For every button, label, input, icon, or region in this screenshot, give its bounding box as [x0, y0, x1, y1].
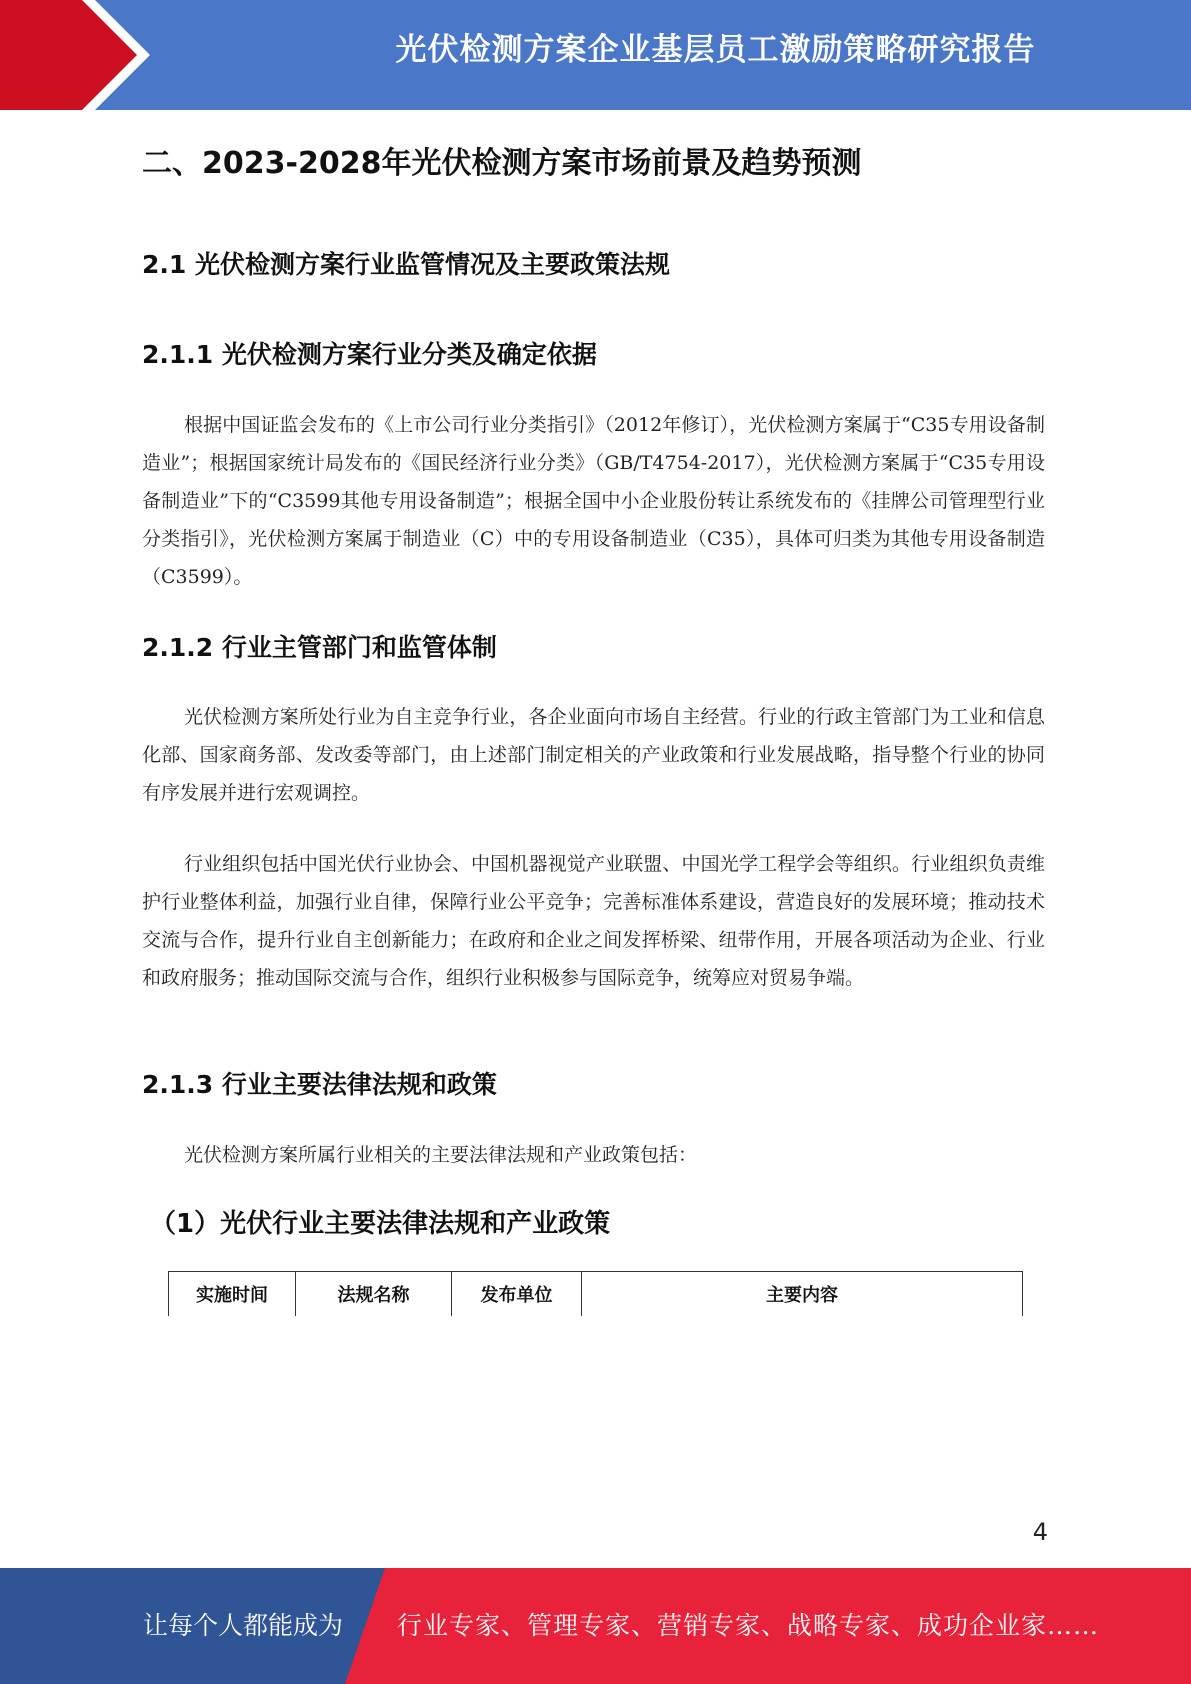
paragraph-classification: 根据中国证监会发布的《上市公司行业分类指引》（2012年修订），光伏检测方案属于“C35专用设备制造业”；根据国家统计局发布的《国民经济行业分类》（GB/T4754-2017），光伏检测方案属于“C35专用设备制造业”下的“C3599其他专用设备制造”；根据全国中小企业股份转让系统发布的《挂牌公司管理型行业分类指引》，光伏检测方案属于制造业（C）中的专用设备制造业（C35），具体可归类为其他专用设备制造（C3599）。 — [142, 414, 1045, 588]
paragraph-regulator: 光伏检测方案所处行业为自主竞争行业，各企业面向市场自主经营。行业的行政主管部门为工业和信息化部、国家商务部、发改委等部门，由上述部门制定相关的产业政策和行业发展战略，指导整个行业的协同有序发展并进行宏观调控。 — [142, 706, 1045, 804]
subsection-2-1-3-title: 2.1.3 行业主要法律法规和政策 — [142, 1070, 497, 1099]
page-number: 4 — [1032, 1518, 1048, 1546]
header-banner — [0, 0, 1191, 110]
footer-slogan-right: 行业专家、管理专家、营销专家、战略专家、成功企业家…… — [397, 1611, 1100, 1640]
paragraph-laws-intro: 光伏检测方案所属行业相关的主要法律法规和产业政策包括： — [184, 1144, 698, 1166]
column-header-regulation-name: 法规名称 — [296, 1272, 452, 1317]
paragraph-industry-organizations: 行业组织包括中国光伏行业协会、中国机器视觉产业联盟、中国光学工程学会等组织。行业组织负责维护行业整体利益，加强行业自律，保障行业公平竞争；完善标准体系建设，营造良好的发展环境；推动技术交流与合作，提升行业自主创新能力；在政府和企业之间发挥桥梁、纽带作用，开展各项活动为企业、行业和政府服务；推动国际交流与合作，组织行业积极参与国际竞争，统筹应对贸易争端。 — [142, 853, 1045, 989]
column-header-issuer: 发布单位 — [452, 1272, 582, 1317]
footer-banner — [0, 1568, 1191, 1684]
table-header-row — [169, 1272, 1023, 1317]
column-header-date: 实施时间 — [169, 1272, 296, 1317]
report-title: 光伏检测方案企业基层员工激励策略研究报告 — [395, 32, 1036, 68]
subsection-2-1-2-title: 2.1.2 行业主管部门和监管体制 — [142, 633, 497, 662]
list-item-heading-1: （1）光伏行业主要法律法规和产业政策 — [150, 1209, 611, 1239]
section-title: 二、2023-2028年光伏检测方案市场前景及趋势预测 — [142, 146, 862, 181]
column-header-main-content: 主要内容 — [582, 1272, 1023, 1317]
policy-table — [168, 1271, 1023, 1316]
footer-slogan-left: 让每个人都能成为 — [143, 1611, 344, 1640]
subsection-2-1-title: 2.1 光伏检测方案行业监管情况及主要政策法规 — [142, 250, 670, 279]
subsection-2-1-1-title: 2.1.1 光伏检测方案行业分类及确定依据 — [142, 340, 597, 369]
